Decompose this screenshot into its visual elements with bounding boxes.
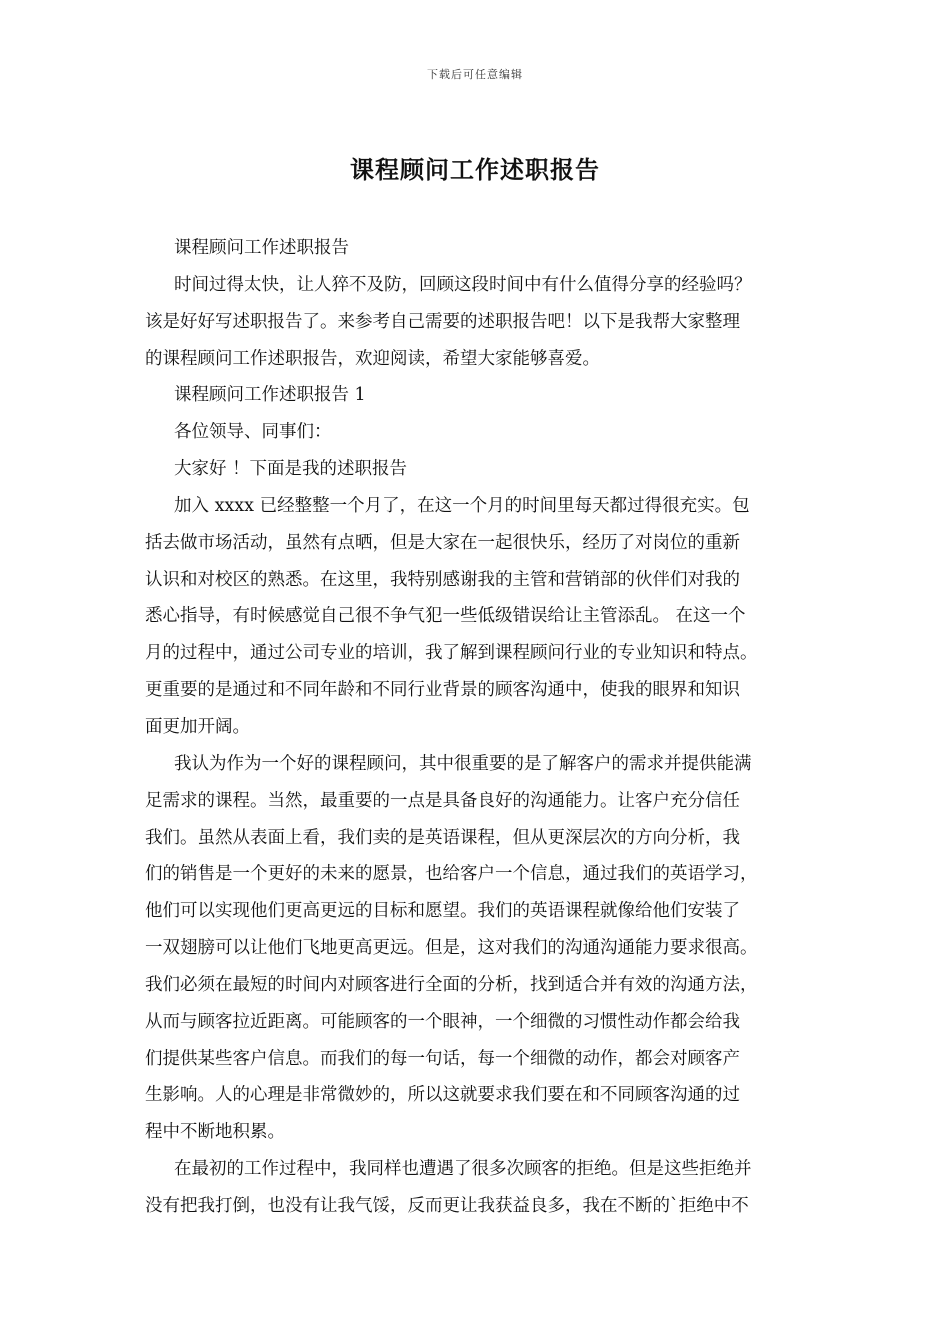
body-text-line: 课程顾问工作述职报告 1 <box>174 385 366 406</box>
body-text-line: 我们必须在最短的时间内对顾客进行全面的分析，找到适合并有效的沟通方法， <box>145 974 758 995</box>
body-text-line: 的课程顾问工作述职报告，欢迎阅读，希望大家能够喜爱。 <box>145 348 600 369</box>
body-text-line: 一双翅膀可以让他们飞地更高更远。但是，这对我们的沟通沟通能力要求很高。 <box>145 938 758 959</box>
document-body <box>145 230 821 1225</box>
body-text-line: 悉心指导，有时候感觉自己很不争气犯一些低级错误给让主管添乱。 在这一个 <box>145 606 746 627</box>
body-text-line: 面更加开阔。 <box>145 716 250 737</box>
body-text-line: 月的过程中，通过公司专业的培训，我了解到课程顾问行业的专业知识和特点。 <box>145 643 758 664</box>
body-text-line: 他们可以实现他们更高更远的目标和愿望。我们的英语课程就像给他们安装了 <box>145 901 740 922</box>
body-text-line: 们提供某些客户信息。而我们的每一句话，每一个细微的动作，都会对顾客产 <box>145 1048 740 1069</box>
body-text-line: 该是好好写述职报告了。来参考自己需要的述职报告吧！以下是我帮大家整理 <box>145 311 740 332</box>
body-text-line: 各位领导、同事们： <box>174 422 332 443</box>
document-title: 课程顾问工作述职报告 <box>350 155 600 184</box>
body-text-line: 我认为作为一个好的课程顾问，其中很重要的是了解客户的需求并提供能满 <box>174 753 752 774</box>
body-text-line: 括去做市场活动，虽然有点晒，但是大家在一起很快乐，经历了对岗位的重新 <box>145 532 740 553</box>
header-note: 下载后可任意编辑 <box>427 68 523 81</box>
body-text-line: 生影响。人的心理是非常微妙的，所以这就要求我们要在和不同顾客沟通的过 <box>145 1085 740 1106</box>
body-text-line: 时间过得太快，让人猝不及防，回顾这段时间中有什么值得分享的经验吗？ <box>174 274 752 295</box>
body-text-line: 没有把我打倒，也没有让我气馁，反而更让我获益良多，我在不断的`拒绝中不 <box>145 1195 749 1216</box>
body-text-line: 足需求的课程。当然，最重要的一点是具备良好的沟通能力。让客户充分信任 <box>145 790 740 811</box>
body-text-line: 大家好 ！下面是我的述职报告 <box>174 459 408 480</box>
body-text-line: 加入 xxxx 已经整整一个月了，在这一个月的时间里每天都过得很充实。包 <box>174 495 750 516</box>
body-text-line: 我们。虽然从表面上看，我们卖的是英语课程，但从更深层次的方向分析，我 <box>145 827 740 848</box>
body-text-line: 程中不断地积累。 <box>145 1122 285 1143</box>
body-text-line: 在最初的工作过程中，我同样也遭遇了很多次顾客的拒绝。但是这些拒绝并 <box>174 1159 752 1180</box>
body-text-line: 更重要的是通过和不同年龄和不同行业背景的顾客沟通中，使我的眼界和知识 <box>145 680 740 701</box>
body-text-line: 课程顾问工作述职报告 <box>174 238 349 258</box>
body-text-line: 们的销售是一个更好的未来的愿景，也给客户一个信息，通过我们的英语学习， <box>145 864 758 885</box>
body-text-line: 从而与顾客拉近距离。可能顾客的一个眼神，一个细微的习惯性动作都会给我 <box>145 1011 740 1032</box>
body-text-line: 认识和对校区的熟悉。在这里，我特别感谢我的主管和营销部的伙伴们对我的 <box>145 569 740 590</box>
